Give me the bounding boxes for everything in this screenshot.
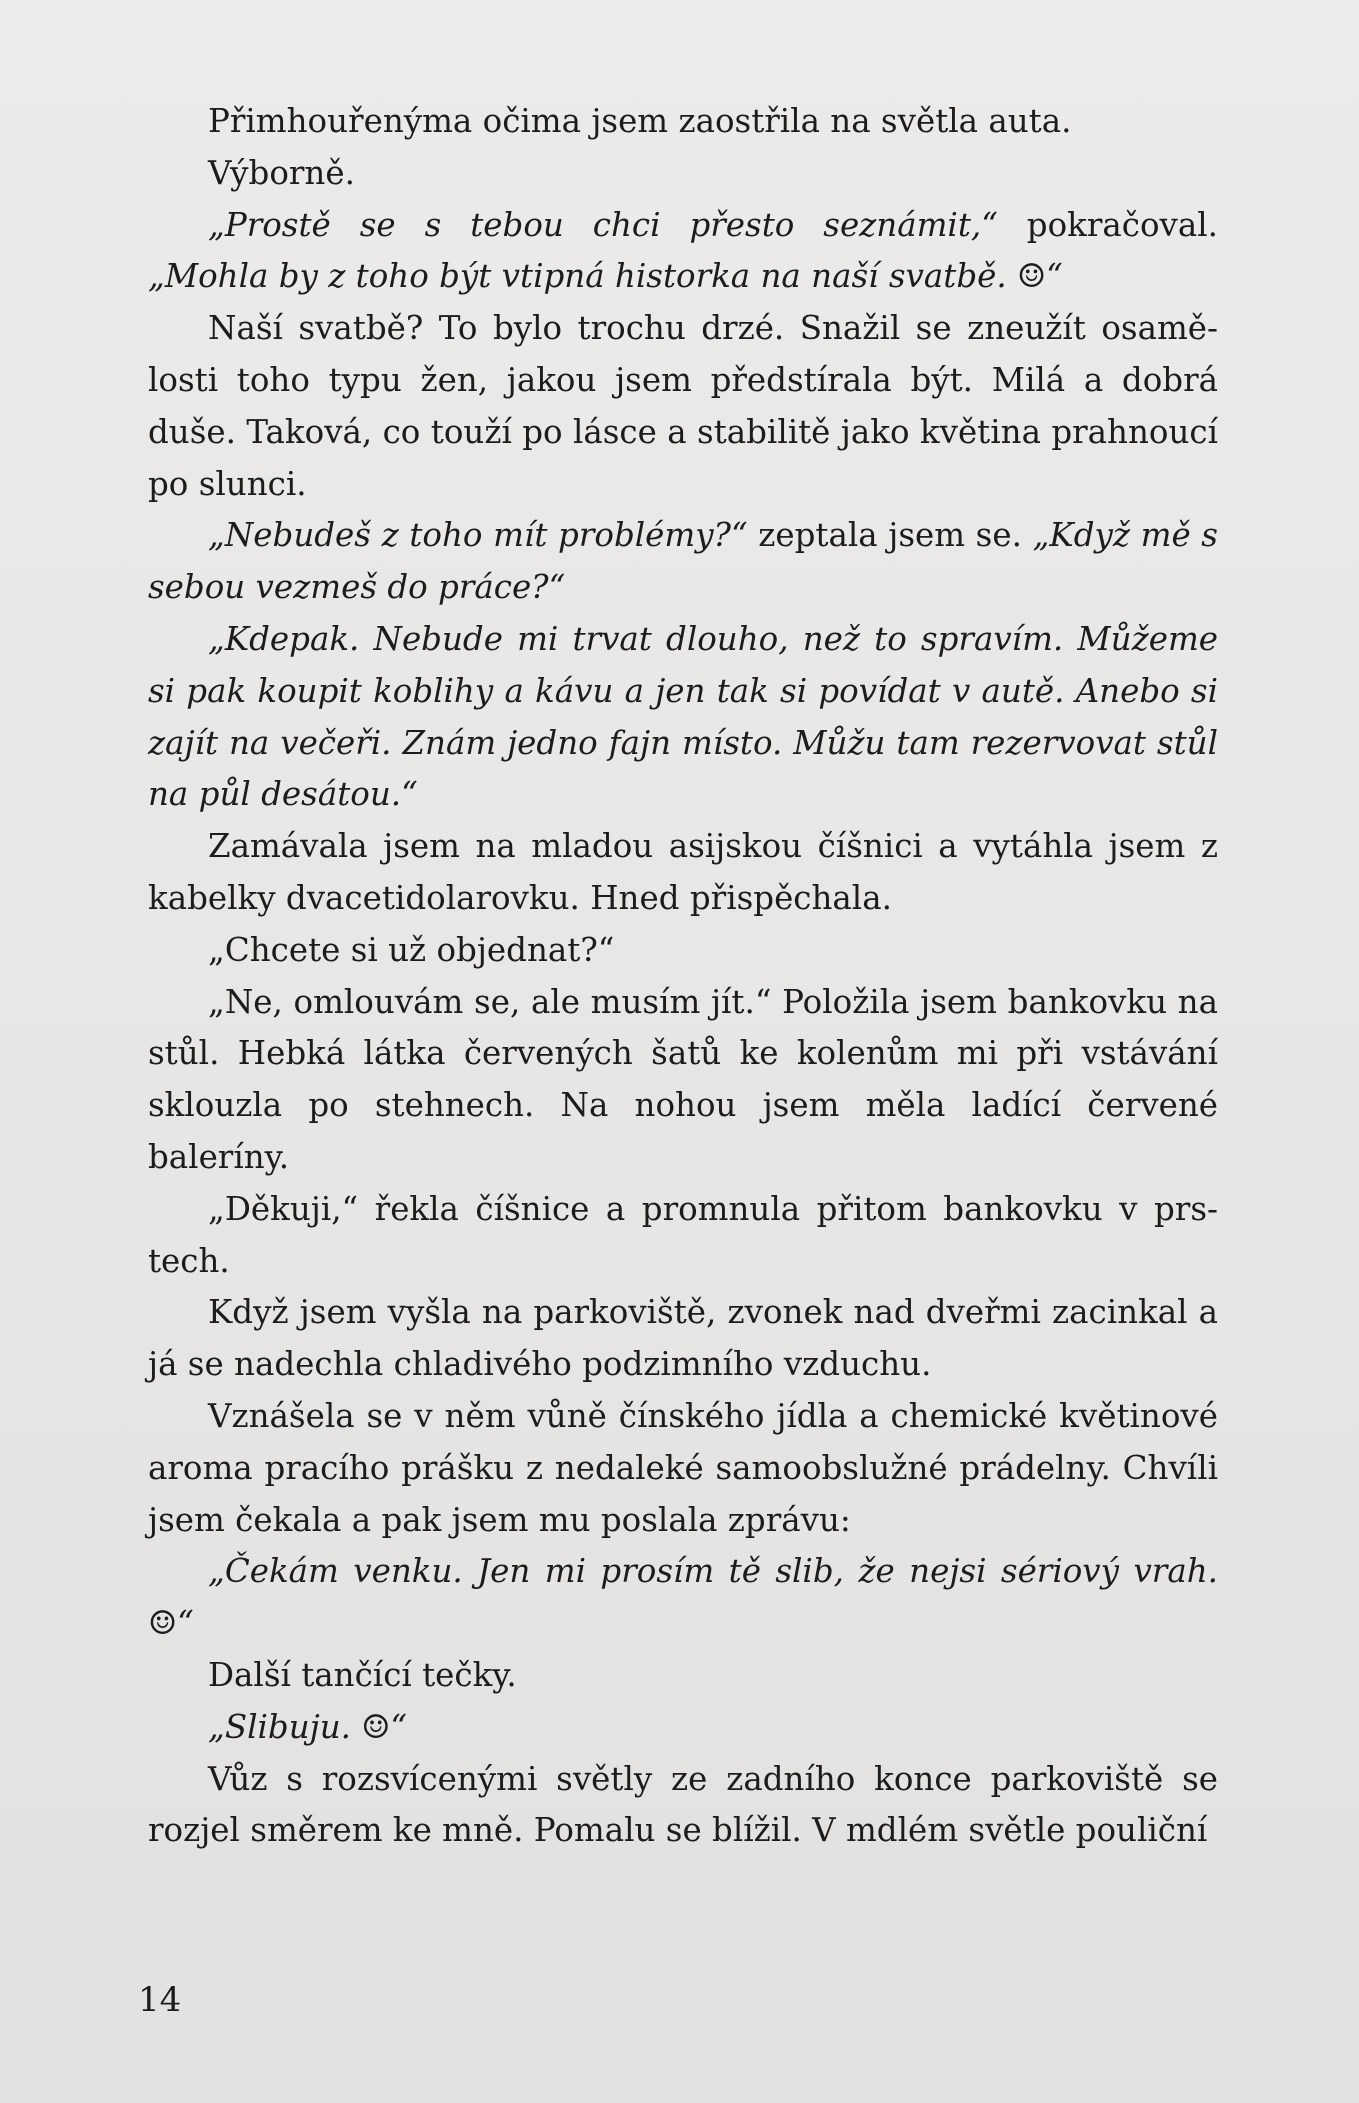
paragraph bbox=[148, 200, 1218, 304]
text-run: pokračoval. bbox=[997, 205, 1219, 244]
paragraph bbox=[148, 1391, 1218, 1546]
text-run: Výborně. bbox=[208, 153, 355, 192]
text-run: Když jsem vyšla na parkoviště, zvonek nad dveřmi zacinkal a já se nadechla chladivého podzimního vzduchu. bbox=[148, 1293, 1218, 1384]
paragraph bbox=[148, 1650, 1218, 1702]
paragraph bbox=[148, 510, 1218, 614]
paragraph bbox=[148, 821, 1218, 925]
text-run: Další tančící tečky. bbox=[208, 1655, 517, 1694]
text-run: „Děkuji,“ řekla číšnice a promnula přitom bankovku v prstech. bbox=[148, 1189, 1218, 1280]
text-run: „Ne, omlouvám se, ale musím jít.“ Položila jsem bankovku na stůl. Hebká látka červených šatů ke kolenům mi při vstávání sklouzla po stehnech. Na nohou jsem měla ladící červené baleríny. bbox=[148, 982, 1218, 1176]
paragraph bbox=[148, 1546, 1218, 1650]
text-run: „Čekám venku. Jen mi prosím tě slib, že nejsi sériový vrah. ☺“ bbox=[148, 1552, 1218, 1643]
paragraph bbox=[148, 614, 1218, 821]
paragraph bbox=[148, 925, 1218, 977]
text-run: „Nebudeš z toho mít problémy?“ bbox=[208, 516, 748, 555]
text-run: „Chcete si už objednat?“ bbox=[208, 930, 615, 969]
paragraph bbox=[148, 1702, 1218, 1754]
text-run: zeptala jsem se. bbox=[747, 516, 1033, 555]
text-run: „Slibuju. ☺“ bbox=[208, 1707, 408, 1746]
paragraph bbox=[148, 1754, 1218, 1858]
text-run: „Mohla by z toho být vtipná historka na naší svatbě. ☺“ bbox=[148, 257, 1063, 296]
paragraph bbox=[148, 977, 1218, 1184]
paragraph bbox=[148, 148, 1218, 200]
page-number: 14 bbox=[138, 1980, 182, 2020]
text-run: „Prostě se s tebou chci přesto seznámit,“ bbox=[208, 205, 998, 244]
text-run: Přimhouřenýma očima jsem zaostřila na světla auta. bbox=[208, 102, 1072, 140]
text-run: Naší svatbě? To bylo trochu drzé. Snažil se zneužít osamělosti toho typu žen, jakou jsem předstírala být. Milá a dobrá duše. Taková, co touží po lásce a stabilitě jako květina prahnoucí po slunci. bbox=[148, 309, 1218, 503]
paragraph bbox=[148, 1287, 1218, 1391]
text-run: Zamávala jsem na mladou asijskou číšnici a vytáhla jsem z kabelky dvacetidolarovku. Hned přispěchala. bbox=[148, 827, 1218, 917]
text-run: „Kdepak. Nebude mi trvat dlouho, než to spravím. Můžeme si pak koupit koblihy a kávu a jen tak si povídat v autě. Anebo si zajít na večeři. Znám jedno fajn místo. Můžu tam rezervovat stůl na půl desátou.“ bbox=[148, 619, 1218, 814]
paragraph bbox=[148, 1184, 1218, 1288]
text-run: „Když mě s sebou vezmeš do práce?“ bbox=[148, 516, 1218, 607]
paragraph bbox=[148, 303, 1218, 510]
text-run: Vůz s rozsvícenými světly ze zadního konce parkoviště se rozjel směrem ke mně. Pomalu se blížil. V mdlém světle pouliční bbox=[148, 1759, 1218, 1850]
paragraph bbox=[148, 96, 1218, 148]
text-run: Vznášela se v něm vůně čínského jídla a chemické květinové aroma pracího prášku z nedaleké samoobslužné prádelny. Chvíli jsem čekala a pak jsem mu poslala zprávu: bbox=[148, 1396, 1218, 1539]
body-text bbox=[148, 96, 1218, 1857]
